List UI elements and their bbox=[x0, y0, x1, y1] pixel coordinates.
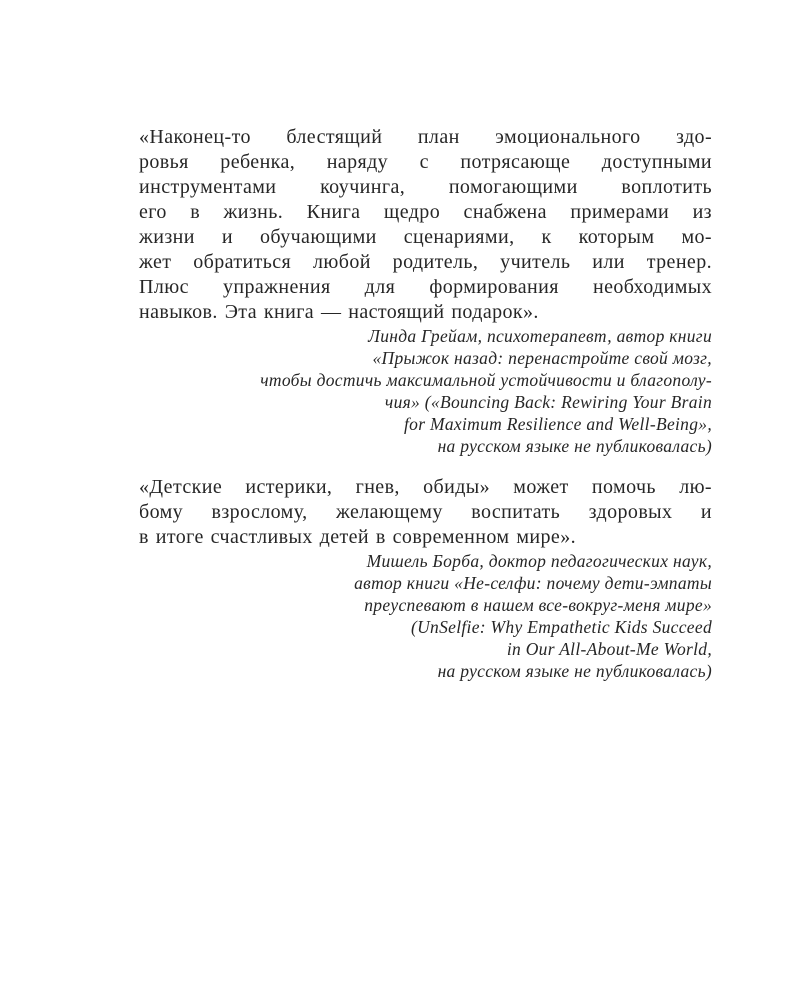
text-line: на русском языке не публиковалась) bbox=[437, 436, 712, 456]
text-line: «Прыжок назад: перенастройте свой мозг, bbox=[372, 348, 712, 368]
text-line: ровья ребенка, наряду с потрясающе доступными bbox=[139, 151, 712, 173]
text-line: Мишель Борба, доктор педагогических наук, bbox=[366, 551, 712, 571]
text-line: в итоге счастливых детей в современном мире». bbox=[139, 526, 576, 548]
text-line: навыков. Эта книга — настоящий подарок». bbox=[139, 301, 539, 323]
text-line: преуспевают в нашем все-вокруг-меня мире» bbox=[364, 595, 712, 615]
text-line: (UnSelfie: Why Empathetic Kids Succeed bbox=[410, 617, 712, 637]
text-line: жет обратиться любой родитель, учитель или тренер. bbox=[139, 251, 712, 273]
endorsement-attribution-2 bbox=[139, 550, 712, 682]
text-line: for Maximum Resilience and Well-Being», bbox=[404, 414, 712, 434]
text-line: автор книги «Не-селфи: почему дети-эмпаты bbox=[354, 573, 712, 593]
text-line: бому взрослому, желающему воспитать здоровых и bbox=[139, 501, 712, 523]
text-line: «Наконец-то блестящий план эмоционального здо- bbox=[139, 126, 712, 148]
text-line: на русском языке не публиковалась) bbox=[437, 661, 712, 681]
endorsement-quote-2 bbox=[139, 475, 712, 550]
endorsements-content bbox=[139, 125, 712, 682]
text-line: чтобы достичь максимальной устойчивости и благополу- bbox=[260, 370, 712, 390]
text-line: in Our All-About-Me World, bbox=[506, 639, 712, 659]
text-line: Плюс упражнения для формирования необходимых bbox=[139, 276, 712, 298]
text-line: чия» («Bouncing Back: Rewiring Your Brain bbox=[384, 392, 712, 412]
text-line: его в жизнь. Книга щедро снабжена примерами из bbox=[139, 201, 712, 223]
text-line: инструментами коучинга, помогающими воплотить bbox=[139, 176, 712, 198]
endorsement-quote-1 bbox=[139, 125, 712, 325]
endorsement-attribution-1 bbox=[139, 325, 712, 457]
text-line: жизни и обучающими сценариями, к которым мо- bbox=[139, 226, 712, 248]
text-line: «Детские истерики, гнев, обиды» может помочь лю- bbox=[139, 476, 712, 498]
text-line: Линда Грейам, психотерапевт, автор книги bbox=[368, 326, 712, 346]
